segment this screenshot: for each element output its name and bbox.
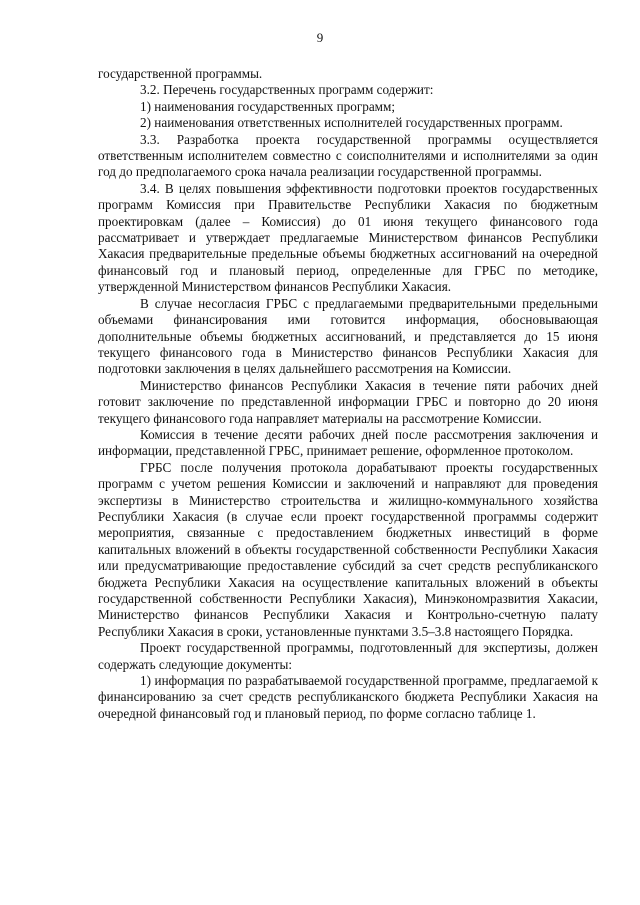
paragraph-3-3: 3.3. Разработка проекта государственной программы осуществляется ответственным исполнителем совместно с соисполнителями и исполнителями за один год до предполагаемого срока начала реализации государственной программы. (98, 131, 598, 180)
paragraph-disagreement: В случае несогласия ГРБС с предлагаемыми предварительными предельными объемами финансирования ими готовится информация, обосновывающая дополнительные объемы бюджетных ассигнований, и представляется до 15 июня текущего финансового года в Министерство финансов Республики Хакасия для подготовки заключения в целях дальнейшего рассмотрения на Комиссии. (98, 295, 598, 377)
list-item-1: 1) наименования государственных программ; (140, 98, 396, 114)
paragraph-3-2: 3.2. Перечень государственных программ содержит: (140, 82, 434, 98)
paragraph-ministry-conclusion: Министерство финансов Республики Хакасия в течение пяти рабочих дней готовит заключение по представленной информации ГРБС и повторно до 20 июня текущего финансового года направляет материалы на рассмотрение Комиссии. (98, 377, 598, 426)
paragraph-grbs-expertise: ГРБС после получения протокола дорабатывают проекты государственных программ с учетом решения Комиссии и заключений и направляют для проведения экспертизы в Министерство строительства и жилищно-коммунального хозяйства Республики Хакасия (в случае если проект государственной программы содержит мероприятия, связанные с предоставлением бюджетных инвестиций в форме капитальных вложений в объекты государственной собственности Республики Хакасия или предусматривающие предоставление субсидий за счет средств республиканского бюджета Республики Хакасия на осуществление капитальных вложений в объекты государственной собственности Республики Хакасия), Минэкономразвития Хакасии, Министерство финансов Республики Хакасия и Контрольно-счетную палату Республики Хакасия в сроки, установленные пунктами 3.5–3.8 настоящего Порядка. (98, 459, 598, 639)
paragraph-3-4: 3.4. В целях повышения эффективности подготовки проектов государственных программ Комиссия при Правительстве Республики Хакасия по бюджетным проектировкам (далее – Комиссия) до 01 июня текущего финансового года рассматривает и утверждает предлагаемые Министерством финансов Республики Хакасия предварительные предельные объемы бюджетных ассигнований на очередной финансовый год и плановый период, определенные для ГРБС по методике, утвержденной Министерством финансов Республики Хакасия. (98, 180, 598, 295)
paragraph-commission-decision: Комиссия в течение десяти рабочих дней после рассмотрения заключения и информации, представленной ГРБС, принимает решение, оформленное протоколом. (98, 426, 598, 459)
paragraph-documents-intro: Проект государственной программы, подготовленный для экспертизы, должен содержать следующие документы: (98, 640, 598, 672)
list-item-2: 2) наименования ответственных исполнителей государственных программ. (140, 115, 563, 131)
list-item-document-1: 1) информация по разрабатываемой государственной программе, предлагаемой к финансированию за счет средств республиканского бюджета Республики Хакасия на очередной финансовый год и плановый период, по форме согласно таблице 1. (98, 673, 598, 721)
page-number: 9 (316, 30, 324, 45)
document-body (98, 66, 598, 722)
paragraph-continuation: государственной программы. (98, 66, 263, 81)
